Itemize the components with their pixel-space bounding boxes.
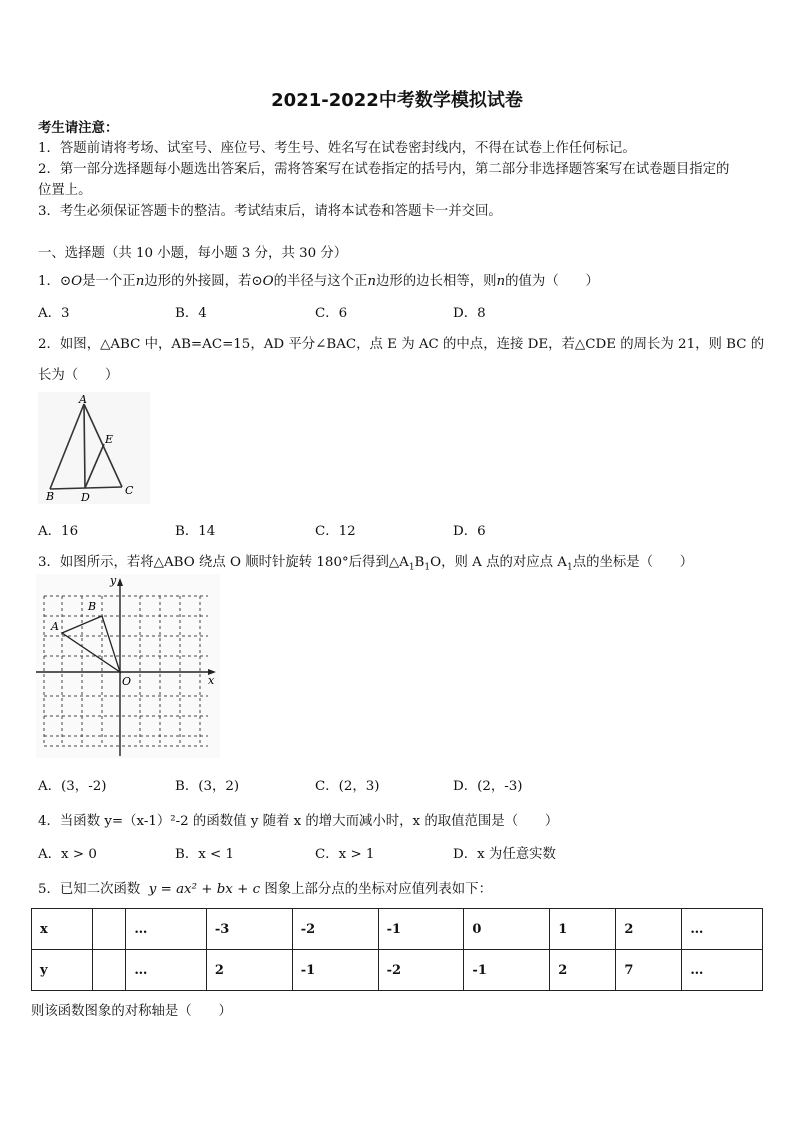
question-2-cont: 长为（ ） bbox=[38, 368, 119, 383]
label-A: A bbox=[79, 393, 87, 406]
q1-option-d: D．8 bbox=[453, 306, 486, 321]
question-5-prompt: 则该函数图象的对称轴是（ ） bbox=[31, 1004, 232, 1019]
notice-item-1: 1．答题前请将考场、试室号、座位号、考生号、姓名写在试卷密封线内，不得在试卷上作任何标记。 bbox=[38, 141, 636, 156]
q1-option-c: C．6 bbox=[315, 306, 348, 321]
label-E: E bbox=[105, 433, 114, 446]
q2-option-d: D．6 bbox=[453, 524, 486, 539]
table-cell: … bbox=[126, 950, 207, 991]
coordinate-grid-figure bbox=[36, 574, 220, 758]
q4-option-a: A．x > 0 bbox=[38, 847, 97, 862]
question-1: 1．⊙O是一个正n边形的外接圆，若⊙O的半径与这个正n边形的边长相等，则n的值为（ ） bbox=[38, 274, 599, 289]
q4-option-b: B．x < 1 bbox=[175, 847, 235, 862]
table-cell: -2 bbox=[292, 909, 378, 950]
label-C: C bbox=[125, 484, 134, 497]
table-cell: 0 bbox=[464, 909, 550, 950]
table-cell: … bbox=[682, 909, 763, 950]
question-2: 2．如图，△ABC 中，AB=AC=15，AD 平分∠BAC，点 E 为 AC 的中点，连接 DE，若△CDE 的周长为 21，则 BC 的 bbox=[38, 337, 765, 352]
table-cell: -1 bbox=[292, 950, 378, 991]
table-row-x bbox=[32, 909, 763, 950]
q3-option-a: A．(3，-2) bbox=[38, 779, 107, 794]
table-row-y bbox=[32, 950, 763, 991]
question-3: 3．如图所示，若将△ABO 绕点 O 顺时针旋转 180°后得到$\triangle A_1B_1O$，则 A 点的对应点 $A_1$点的坐标是（ ） bbox=[38, 555, 694, 573]
table-cell bbox=[93, 909, 126, 950]
q2-option-a: A．16 bbox=[38, 524, 79, 539]
table-cell: 2 bbox=[206, 950, 292, 991]
table-cell: … bbox=[126, 909, 207, 950]
table-cell: y bbox=[32, 950, 93, 991]
table-cell: 1 bbox=[550, 909, 616, 950]
section-heading: 一、选择题（共 10 小题，每小题 3 分，共 30 分） bbox=[38, 246, 348, 261]
notice-item-2-cont: 位置上。 bbox=[38, 183, 92, 198]
q2-option-b: B．14 bbox=[175, 524, 216, 539]
question-4: 4．当函数 y=（x-1）²-2 的函数值 y 随着 x 的增大而减小时，x 的取值范围是（ ） bbox=[38, 814, 559, 829]
table-cell: -1 bbox=[464, 950, 550, 991]
table-cell: 2 bbox=[616, 909, 682, 950]
q1-option-a: A．3 bbox=[38, 306, 70, 321]
question-5: 5．已知二次函数 y = ax² + bx + c 图象上部分点的坐标对应值列表如下： bbox=[38, 882, 492, 897]
label-B: B bbox=[88, 600, 97, 613]
table-cell: 7 bbox=[616, 950, 682, 991]
q4-option-d: D．x 为任意实数 bbox=[453, 847, 556, 862]
triangle-figure bbox=[38, 392, 150, 504]
notice-item-3: 3．考生必须保证答题卡的整洁。考试结束后，请将本试卷和答题卡一并交回。 bbox=[38, 204, 502, 219]
notice-heading: 考生请注意： bbox=[38, 120, 119, 136]
q3-option-b: B．(3，2) bbox=[175, 779, 240, 794]
label-A: A bbox=[51, 620, 59, 633]
label-O: O bbox=[122, 675, 132, 688]
q4-option-c: C．x > 1 bbox=[315, 847, 375, 862]
table-cell: … bbox=[682, 950, 763, 991]
label-x: x bbox=[208, 674, 215, 687]
q3-option-c: C．(2，3) bbox=[315, 779, 380, 794]
table-cell: -2 bbox=[378, 950, 464, 991]
label-B: B bbox=[46, 490, 55, 503]
label-y: y bbox=[110, 574, 117, 587]
value-table bbox=[31, 908, 763, 991]
q3-option-d: D．(2，-3) bbox=[453, 779, 523, 794]
table-cell: -3 bbox=[206, 909, 292, 950]
q1-option-b: B．4 bbox=[175, 306, 207, 321]
notice-item-2: 2．第一部分选择题每小题选出答案后，需将答案写在试卷指定的括号内，第二部分非选择题答案写在试卷题目指定的 bbox=[38, 162, 730, 177]
label-D: D bbox=[81, 491, 90, 504]
quadratic-formula: y = ax² + bx + c bbox=[148, 882, 261, 897]
q2-option-c: C．12 bbox=[315, 524, 356, 539]
table-cell bbox=[93, 950, 126, 991]
table-cell: -1 bbox=[378, 909, 464, 950]
table-cell: x bbox=[32, 909, 93, 950]
table-cell: 2 bbox=[550, 950, 616, 991]
page-title: 2021-2022中考数学模拟试卷 bbox=[271, 90, 523, 111]
